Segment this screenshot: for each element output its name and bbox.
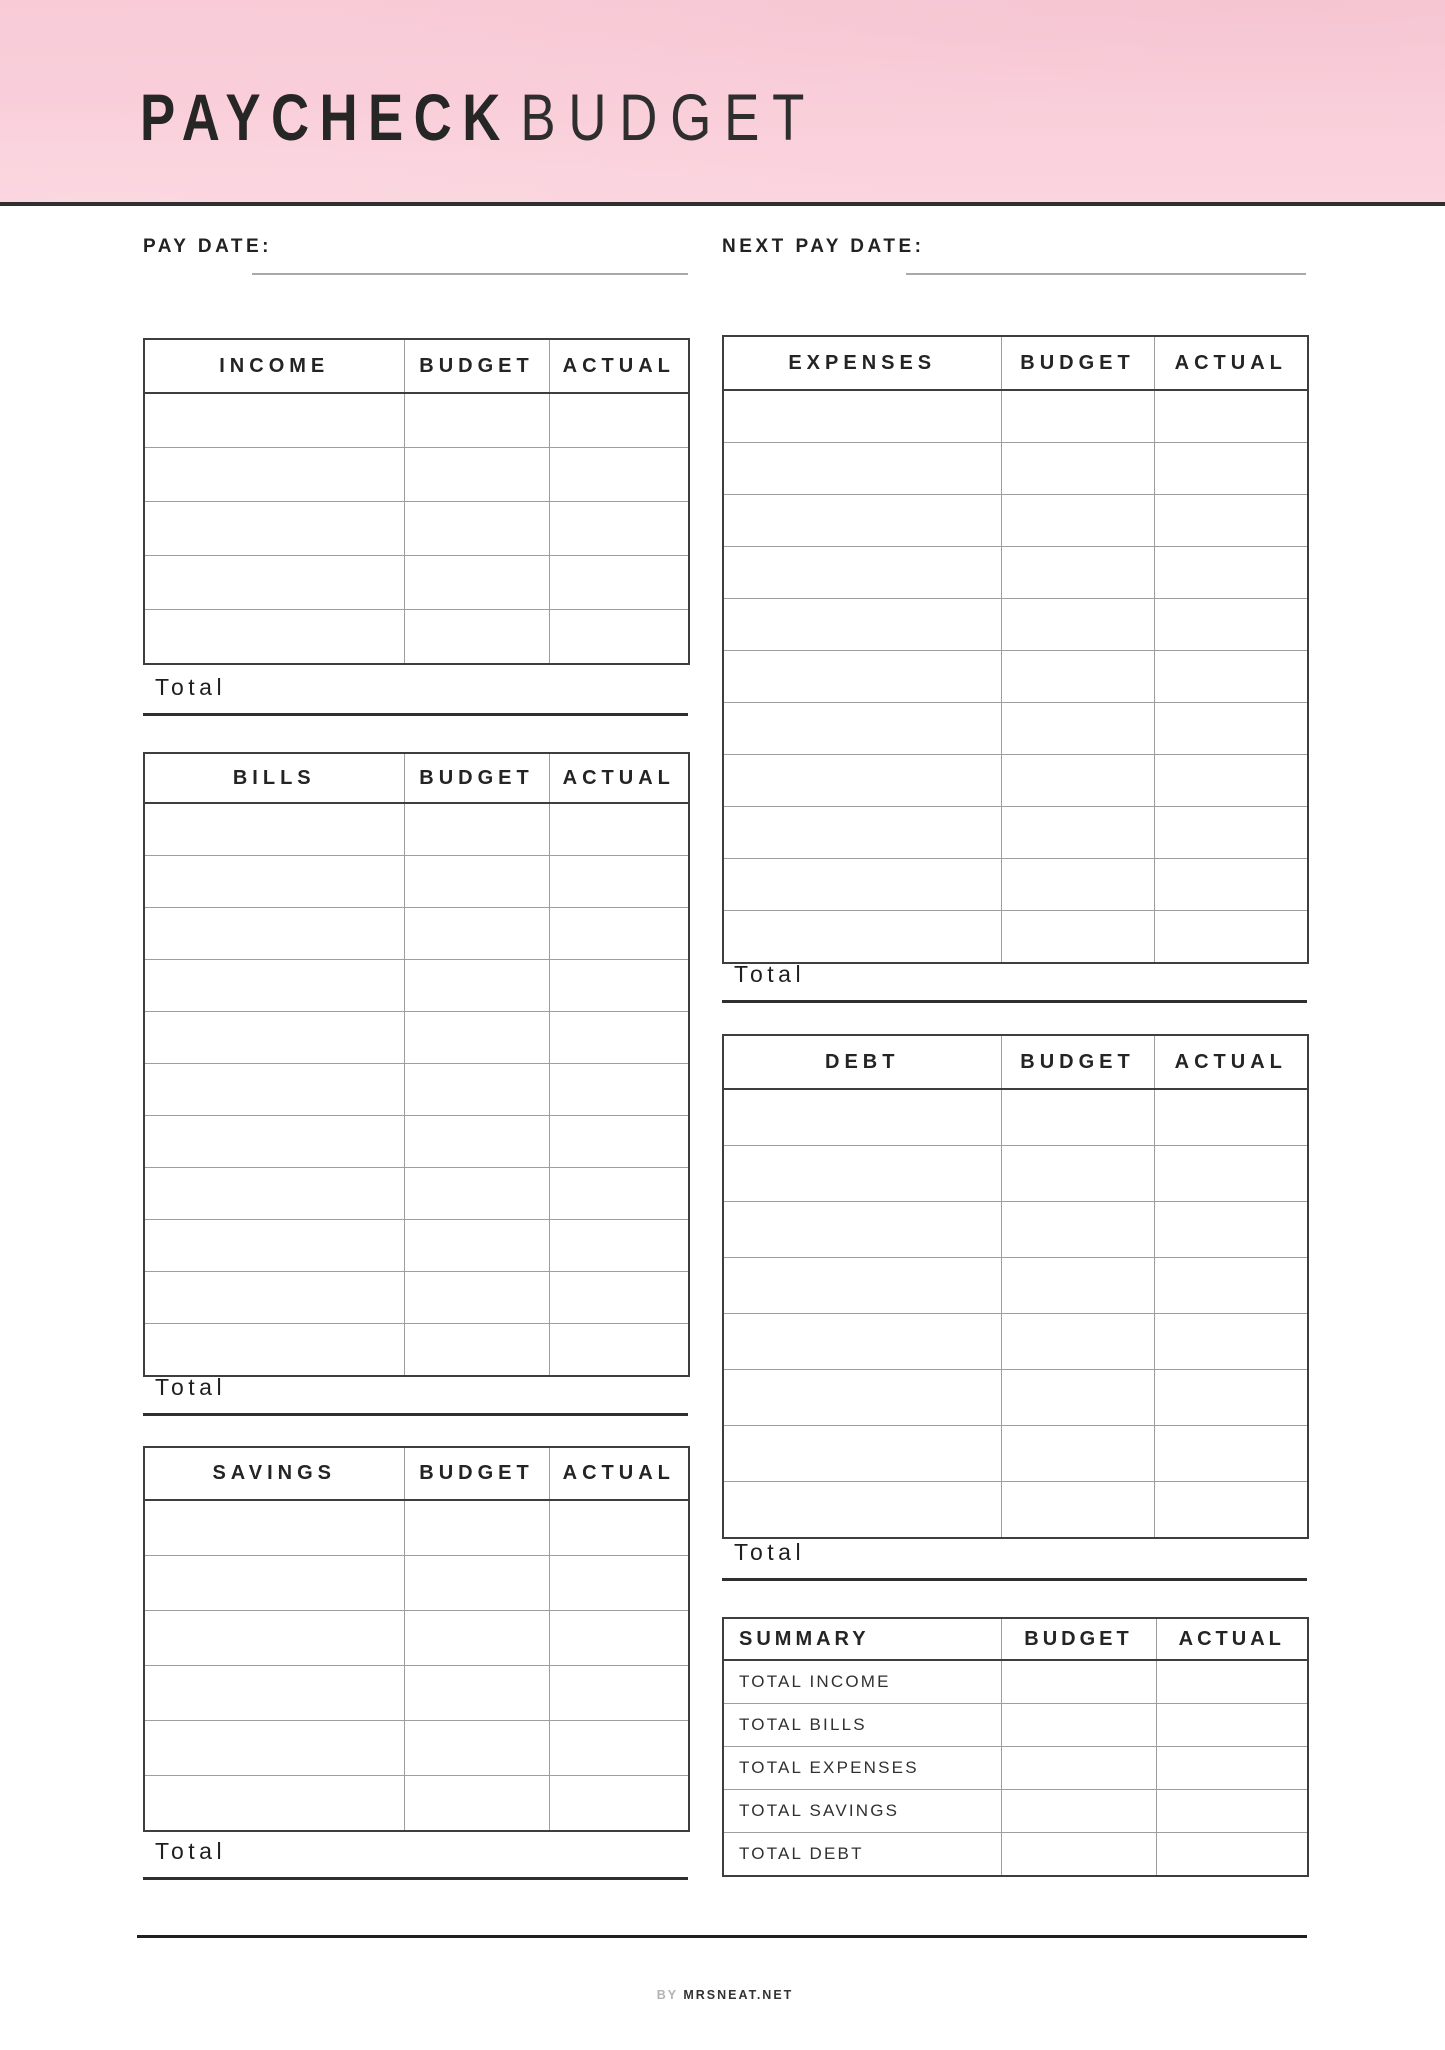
table-row [144,556,689,610]
savings-table [143,1446,690,1832]
summary-row-label: TOTAL DEBT [723,1833,1001,1877]
table-row [723,495,1308,547]
empty-cell [1001,1089,1154,1146]
empty-cell [144,448,404,502]
empty-cell [1001,1833,1156,1877]
empty-cell [549,556,689,610]
column-header-actual: ACTUAL [1154,1035,1308,1089]
empty-cell [549,1220,689,1272]
empty-cell [404,610,549,665]
empty-cell [1156,1747,1308,1790]
table-row [144,1666,689,1721]
column-header-budget: BUDGET [404,753,549,803]
debt-table [722,1034,1309,1539]
empty-cell [549,908,689,960]
empty-cell [144,803,404,856]
table-row [144,610,689,665]
summary-table-header [723,1618,1308,1660]
empty-cell [1001,1202,1154,1258]
empty-cell [1001,755,1154,807]
table-row [723,547,1308,599]
debt-table-body [723,1089,1308,1538]
empty-cell [144,1500,404,1556]
table-row [723,1370,1308,1426]
empty-cell [1154,1426,1308,1482]
debt-total-row [722,1530,1307,1581]
empty-cell [144,1611,404,1666]
empty-cell [549,1776,689,1832]
table-row [723,1833,1308,1877]
empty-cell [723,1370,1001,1426]
table-row [723,1202,1308,1258]
empty-cell [549,1272,689,1324]
empty-cell [723,1146,1001,1202]
page-title-secondary: BUDGET [520,80,818,154]
empty-cell [1154,1146,1308,1202]
empty-cell [549,1168,689,1220]
empty-cell [1156,1704,1308,1747]
empty-cell [404,556,549,610]
empty-cell [404,502,549,556]
empty-cell [1001,390,1154,443]
empty-cell [1154,1089,1308,1146]
empty-cell [404,908,549,960]
empty-cell [404,1666,549,1721]
bills-table-body [144,803,689,1376]
column-header-actual: ACTUAL [549,339,689,393]
empty-cell [549,610,689,665]
empty-cell [144,610,404,665]
empty-cell [404,1064,549,1116]
empty-cell [1001,547,1154,599]
empty-cell [144,1220,404,1272]
empty-cell [144,1666,404,1721]
empty-cell [404,1272,549,1324]
empty-cell [723,755,1001,807]
income-total-row [143,660,688,716]
table-row [723,755,1308,807]
empty-cell [1001,807,1154,859]
debt-table-header [723,1035,1308,1089]
empty-cell [723,1258,1001,1314]
table-row [144,856,689,908]
empty-cell [144,1012,404,1064]
empty-cell [723,807,1001,859]
empty-cell [723,1089,1001,1146]
column-header-budget: BUDGET [1001,336,1154,390]
table-row [144,1721,689,1776]
table-row [144,1220,689,1272]
empty-cell [549,393,689,448]
empty-cell [723,859,1001,911]
empty-cell [1001,1314,1154,1370]
empty-cell [1154,547,1308,599]
empty-cell [1001,1370,1154,1426]
empty-cell [404,1776,549,1832]
empty-cell [1154,1314,1308,1370]
empty-cell [1154,703,1308,755]
column-header-actual: ACTUAL [549,1447,689,1500]
column-header-expenses: EXPENSES [723,336,1001,390]
expenses-total-label: Total [734,961,806,987]
empty-cell [144,856,404,908]
table-row [144,1556,689,1611]
table-row [144,908,689,960]
column-header-budget: BUDGET [1001,1618,1156,1660]
empty-cell [549,448,689,502]
empty-cell [144,1272,404,1324]
table-row [144,1064,689,1116]
empty-cell [1154,1202,1308,1258]
summary-table [722,1617,1309,1877]
summary-table-body [723,1660,1308,1876]
page-title-primary: PAYCHECK [140,80,511,154]
empty-cell [404,448,549,502]
next-pay-date-line [906,273,1306,275]
empty-cell [144,556,404,610]
savings-total-row [143,1826,688,1880]
expenses-table [722,335,1309,964]
column-header-actual: ACTUAL [1154,336,1308,390]
empty-cell [1154,755,1308,807]
empty-cell [549,1012,689,1064]
empty-cell [723,1426,1001,1482]
table-row [144,1168,689,1220]
empty-cell [1001,1747,1156,1790]
empty-cell [404,1012,549,1064]
empty-cell [1156,1660,1308,1704]
table-row [144,393,689,448]
empty-cell [144,502,404,556]
empty-cell [549,502,689,556]
summary-row-label: TOTAL EXPENSES [723,1747,1001,1790]
empty-cell [549,1064,689,1116]
empty-cell [1001,859,1154,911]
empty-cell [723,1314,1001,1370]
table-row [723,703,1308,755]
table-row [144,1776,689,1832]
debt-total-label: Total [734,1539,806,1565]
table-row [144,502,689,556]
bills-table [143,752,690,1377]
empty-cell [549,1611,689,1666]
table-row [723,599,1308,651]
empty-cell [549,1721,689,1776]
column-header-summary: SUMMARY [723,1618,1001,1660]
column-header-debt: DEBT [723,1035,1001,1089]
empty-cell [404,393,549,448]
empty-cell [144,1064,404,1116]
empty-cell [404,1611,549,1666]
pay-date-line [252,273,688,275]
bills-total-label: Total [155,1374,227,1400]
table-row [723,443,1308,495]
empty-cell [1154,599,1308,651]
table-row [144,960,689,1012]
expenses-total-row [722,952,1307,1003]
column-header-actual: ACTUAL [1156,1618,1308,1660]
bills-table-header [144,753,689,803]
empty-cell [549,803,689,856]
empty-cell [1001,495,1154,547]
table-row [144,448,689,502]
table-row [723,1704,1308,1747]
empty-cell [549,1116,689,1168]
savings-total-label: Total [155,1838,227,1864]
empty-cell [144,960,404,1012]
empty-cell [723,599,1001,651]
table-row [723,1790,1308,1833]
empty-cell [549,1666,689,1721]
summary-row-label: TOTAL SAVINGS [723,1790,1001,1833]
empty-cell [404,803,549,856]
empty-cell [144,1556,404,1611]
empty-cell [1154,443,1308,495]
summary-row-label: TOTAL INCOME [723,1660,1001,1704]
empty-cell [404,1556,549,1611]
empty-cell [1156,1790,1308,1833]
empty-cell [1001,651,1154,703]
empty-cell [549,856,689,908]
empty-cell [549,960,689,1012]
column-header-actual: ACTUAL [549,753,689,803]
empty-cell [723,651,1001,703]
footer-credit [143,1988,1307,2002]
table-row [723,1426,1308,1482]
empty-cell [404,1220,549,1272]
table-row [723,1747,1308,1790]
table-row [723,1314,1308,1370]
empty-cell [723,390,1001,443]
empty-cell [404,1721,549,1776]
empty-cell [1154,495,1308,547]
empty-cell [144,1116,404,1168]
table-row [144,1500,689,1556]
table-row [144,803,689,856]
empty-cell [723,495,1001,547]
empty-cell [723,443,1001,495]
empty-cell [1156,1833,1308,1877]
empty-cell [1001,1258,1154,1314]
summary-row-label: TOTAL BILLS [723,1704,1001,1747]
empty-cell [144,393,404,448]
empty-cell [549,1556,689,1611]
column-header-budget: BUDGET [1001,1035,1154,1089]
empty-cell [723,703,1001,755]
pay-date-label: PAY DATE: [143,236,272,257]
empty-cell [1001,1704,1156,1747]
empty-cell [144,1168,404,1220]
page-title [140,80,818,154]
table-row [723,390,1308,443]
expenses-table-body [723,390,1308,963]
table-row [723,651,1308,703]
empty-cell [1154,651,1308,703]
empty-cell [1154,807,1308,859]
income-table-body [144,393,689,664]
table-row [723,807,1308,859]
empty-cell [1001,599,1154,651]
empty-cell [144,908,404,960]
empty-cell [1154,859,1308,911]
empty-cell [723,1202,1001,1258]
empty-cell [1001,1790,1156,1833]
income-table-header [144,339,689,393]
column-header-budget: BUDGET [404,339,549,393]
income-total-label: Total [155,674,227,700]
footer-credit-prefix: BY [656,1988,678,2002]
header-band [0,0,1445,206]
footer-divider [137,1935,1307,1938]
empty-cell [549,1500,689,1556]
table-row [723,859,1308,911]
empty-cell [1001,1660,1156,1704]
empty-cell [1001,703,1154,755]
table-row [144,1012,689,1064]
empty-cell [1154,390,1308,443]
savings-table-body [144,1500,689,1831]
table-row [144,1272,689,1324]
empty-cell [723,547,1001,599]
bills-total-row [143,1363,688,1416]
table-row [144,1116,689,1168]
empty-cell [1154,1258,1308,1314]
empty-cell [404,1116,549,1168]
empty-cell [404,1500,549,1556]
empty-cell [144,1776,404,1832]
table-row [144,1611,689,1666]
empty-cell [1001,1426,1154,1482]
table-row [723,1258,1308,1314]
column-header-savings: SAVINGS [144,1447,404,1500]
next-pay-date-label: NEXT PAY DATE: [722,236,925,257]
column-header-bills: BILLS [144,753,404,803]
savings-table-header [144,1447,689,1500]
expenses-table-header [723,336,1308,390]
empty-cell [404,1168,549,1220]
empty-cell [1001,1146,1154,1202]
table-row [723,1660,1308,1704]
footer-credit-brand: MRSNEAT.NET [683,1988,794,2002]
income-table [143,338,690,665]
empty-cell [404,856,549,908]
empty-cell [144,1721,404,1776]
empty-cell [404,960,549,1012]
table-row [723,1146,1308,1202]
empty-cell [1154,1370,1308,1426]
column-header-income: INCOME [144,339,404,393]
empty-cell [1001,443,1154,495]
column-header-budget: BUDGET [404,1447,549,1500]
table-row [723,1089,1308,1146]
